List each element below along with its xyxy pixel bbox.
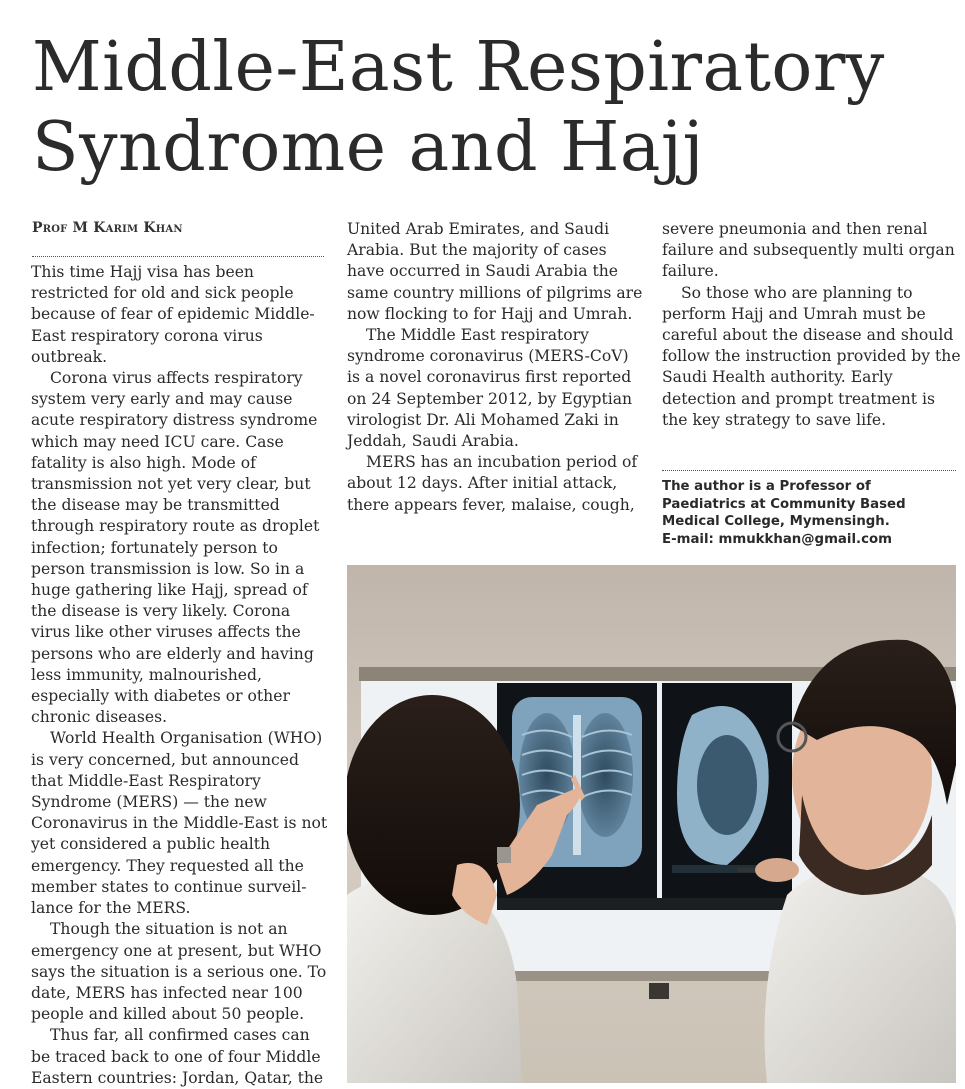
author-note <box>662 478 960 548</box>
paragraph: Thus far, all confirmed cases can be traced back to one of four Middle Eastern countries: Jordan, Qatar, the <box>31 1026 324 1087</box>
byline-divider <box>32 256 324 257</box>
paragraph: This time Hajj visa has been restricted for old and sick people because of fear of epidemic Middle-East respiratory corona virus outbreak. <box>31 263 315 366</box>
author-note-line: The author is a Professor of <box>662 479 871 494</box>
paragraph: severe pneumonia and then renal failure and subsequently multi organ failure. <box>662 220 955 281</box>
article-column-3 <box>662 219 962 431</box>
article-photo <box>347 565 956 1083</box>
author-note-line: Paediatrics at Community Based <box>662 496 906 512</box>
byline: Prof M Karim Khan <box>32 220 183 236</box>
headline <box>32 28 962 188</box>
headline-line-2: Syndrome and Hajj <box>32 108 705 187</box>
article-column-1 <box>31 262 329 1089</box>
switch <box>649 983 669 999</box>
author-note-line: Medical College, Mymensingh. <box>662 514 890 530</box>
paragraph: So those who are planning to perform Hajj and Umrah must be careful about the disease and should follow the instruction provided by the Saudi Health authority. Early detection and prompt treatment is the key strategy to save life. <box>662 283 961 429</box>
paragraph: Though the situation is not an emergency one at present, but WHO says the situation is a serious one. To date, MERS has infected near 100 people and killed about 50 people. <box>31 920 327 1024</box>
paragraph: World Health Organisation (WHO) is very concerned, but announced that Middle-East Respiratory Syndrome (MERS) — the new Coronavirus in the Middle-East is not yet considered a public health emergency. They requested all the member states to continue surveil-lance for the MERS. <box>31 729 328 918</box>
paragraph: The Middle East respiratory syndrome coronavirus (MERS-CoV) is a novel coronavirus first reported on 24 September 2012, by Egyptian virologist Dr. Ali Mohamed Zaki in Jeddah, Saudi Arabia. <box>347 326 633 451</box>
author-email: E-mail: mmukkhan@gmail.com <box>662 531 892 547</box>
article-column-2 <box>347 219 645 516</box>
lightbox-lower-panel <box>497 898 792 910</box>
paragraph: Corona virus affects respiratory system very early and may cause acute respiratory distress syndrome which may need ICU care. Case fatality is also high. Mode of transmission not yet very clear, but the disease may be transmitted through respiratory route as droplet infection; fortunately person to person transmission is low. So in a huge gathering like Hajj, spread of the disease is very likely. Corona virus like other viruses affects the persons who are elderly and having less immunity, malnourished, especially with diabetes or other chronic diseases. <box>31 369 320 727</box>
paragraph: United Arab Emirates, and Saudi Arabia. But the majority of cases have occurred in Saudi Arabia the same country millions of pilgrims are now flocking to for Hajj and Umrah. <box>347 220 643 323</box>
author-note-divider <box>662 470 956 471</box>
paragraph: MERS has an incubation period of about 12 days. After initial attack, there appears fever, malaise, cough, <box>347 453 638 514</box>
headline-line-1: Middle-East Respiratory <box>32 28 885 107</box>
